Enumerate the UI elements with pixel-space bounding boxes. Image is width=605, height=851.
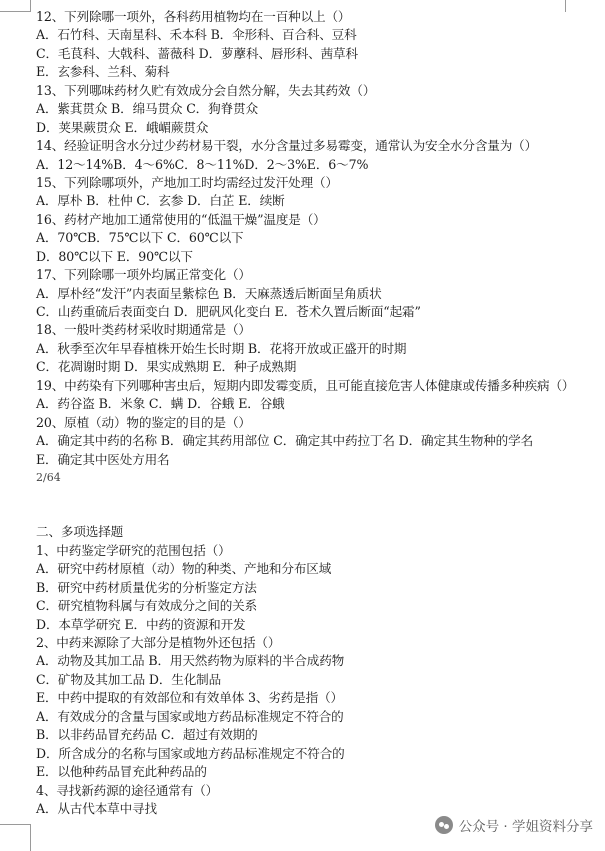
page-break-gap [36,487,598,523]
option-line: A．药谷盗 B．米象 C．螨 D．谷蛾 E．谷蛾 [36,396,285,412]
page-number: 2/64 [36,470,61,484]
option-line: D．本草学研究 E．中药的资源和开发 [36,616,246,632]
question-line: 12、下列除哪一项外，各科药用植物均在一百种以上（） [36,9,351,24]
question-line: 2、中药来源除了大部分是植物外还包括（） [36,635,281,651]
question-line: 20、原植（动）物的鉴定的目的是（） [36,414,251,430]
question-line: 16、药材产地加工通常使用的“低温干燥”温度是（） [36,211,326,227]
option-line: D．80℃以下 E．90℃以下 [36,248,193,264]
question-line: 13、下列哪味药材久贮有效成分会自然分解，失去其药效（） [36,82,376,98]
watermark [435,815,593,835]
question-line: 17、下列除哪一项外均属正常变化（） [36,267,251,283]
option-line: D．荚果蕨贯众 E．峨嵋蕨贯众 [36,119,209,135]
option-line: A．厚朴经“发汗”内表面呈紫棕色 B．天麻蒸透后断面呈角质状 [36,285,382,301]
option-line: E．中药中提取的有效部位和有效单体 3、劣药是指（） [36,690,343,706]
option-line: E．玄参科、兰科、菊科 [36,64,170,80]
crop-mark-top-left-v [30,0,31,12]
option-line: A．有效成分的含量与国家或地方药品标准规定不符合的 [36,708,344,724]
option-line: C．研究植物科属与有效成分之间的关系 [36,598,258,614]
option-line: A．70℃B．75℃以下 C．60℃以下 [36,230,244,246]
option-line: A．厚朴 B．杜仲 C．玄参 D．白芷 E．续断 [36,193,285,209]
question-line: 1、中药鉴定学研究的范围包括（） [36,542,231,558]
option-line: D．所含成分的名称与国家或地方药品标准规定不符合的 [36,745,345,761]
option-line: A．12～14%B．4～6%C．8～11%D．2～3%E．6～7% [36,156,369,172]
option-line: A．石竹科、天南星科、禾本科 B．伞形科、百合科、豆科 [36,27,357,43]
watermark-text: 公众号 · 学姐资料分享 [458,819,593,835]
option-line: A．秋季至次年早春植株开始生长时期 B．花将开放或正盛开的时期 [36,340,407,356]
option-line: B．研究中药材质量优劣的分析鉴定方法 [36,579,257,595]
section-title: 二、多项选择题 [36,524,124,540]
option-line: A．紫萁贯众 B．绵马贯众 C．狗脊贯众 [36,101,258,117]
question-line: 15、下列除哪项外，产地加工时均需经过发汗处理（） [36,174,338,190]
option-line: A．动物及其加工品 B．用天然药物为原料的半合成药物 [36,653,345,669]
option-line: C．山药重硫后表面变白 D．肥矾风化变白 E．苍术久置后断面“起霜” [36,304,421,319]
question-line: 18、一般叶类药材采收时期通常是（） [36,322,251,338]
option-line: C．花凋谢时期 D．果实成熟期 E．种子成熟期 [36,359,297,375]
option-line: C．矿物及其加工品 D．生化制品 [36,671,222,687]
option-line: B．以非药品冒充药品 C．超过有效期的 [36,727,258,743]
wechat-icon [435,816,453,834]
question-line: 4、寻找新药源的途径通常有（） [36,782,219,798]
crop-mark-bottom-left-h [0,824,30,825]
crop-mark-bottom-left-v [30,824,31,851]
question-line: 19、中药染有下列哪种害虫后，短期内即发霉变质，且可能直接危害人体健康或传播多种疾病（） [36,377,575,393]
question-line: 14、经验证明含水分过少药材易干裂，水分含量过多易霉变，通常认为安全水分含量为（） [36,138,538,154]
option-line: C．毛茛科、大戟科、蔷薇科 D．萝藦科、唇形科、茜草科 [36,45,358,61]
option-line: E．以他种药品冒充此种药品的 [36,764,207,780]
document-page [36,8,598,818]
option-line: A．研究中药材原植（动）物的种类、产地和分布区域 [36,561,332,577]
option-line: E．确定其中医处方用名 [36,451,170,467]
option-line: A．从古代本草中寻找 [36,800,157,816]
crop-mark-top-left-h [0,11,30,12]
option-line: A．确定其中药的名称 B．确定其药用部位 C．确定其中药拉丁名 D．确定其生物种的学名 [36,433,534,449]
